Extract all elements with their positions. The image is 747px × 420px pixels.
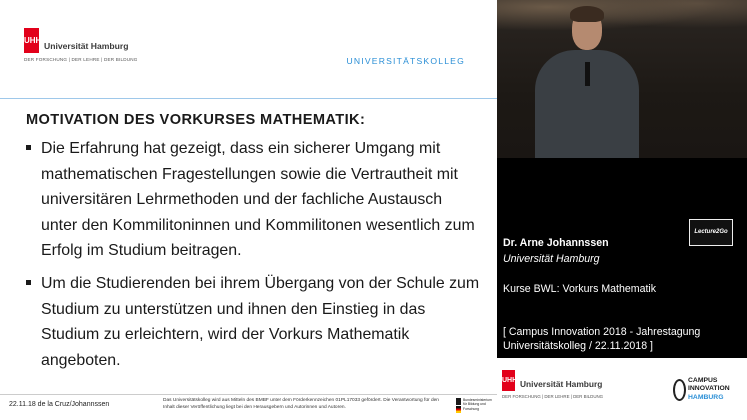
campus-innovation-logo [673,377,736,405]
kolleg-label: UNIVERSITÄTSKOLLEG [346,56,465,66]
bullet-text: Die Erfahrung hat gezeigt, dass ein sicherer Umgang mit mathematischen Fragestellungen sowie die Vertrautheit mit universitären Lehrmethoden und der fachliche Austausch unter den Kommilitoninnen und Kommilitonen wesentlich zum Erfolg im Studium beitragen. [41,140,475,260]
federal-eagle-icon [456,398,461,405]
slide-footer [0,394,497,420]
university-name: Universität Hamburg [44,41,129,51]
speaker-hair [570,6,604,22]
footer-authors: 22.11.18 de la Cruz/Johannssen [9,401,110,408]
lecture2go-badge: Lecture2Go [689,219,733,246]
campus-innovation-text [688,377,730,402]
university-tagline: DER FORSCHUNG | DER LEHRE | DER BILDUNG [24,57,138,62]
uhh-logo-mark: UHH [24,28,39,53]
footer-disclaimer: Das Universitätskolleg wird aus Mitteln des BMBF unter dem Förderkennzeichen 01PL17033 gefördert. Die Verantwortung für den Inhalt dieser Veröffentlichung liegt bei den Herausgebern und Autorinnen und Autoren. [163,398,439,410]
partner-logos [497,358,747,420]
info-panel [497,158,747,420]
event-line-1: [ Campus Innovation 2018 - Jahrestagung [503,326,701,338]
slide-title: MOTIVATION DES VORKURSES MATHEMATIK: [26,112,366,128]
ci-line-1: CAMPUS [688,377,718,384]
ministry-name: Bundesministerium für Bildung und Forschung [463,398,492,411]
ci-line-2: INNOVATION [688,385,730,393]
event-line-2: Universitätskolleg / 22.11.2018 ] [503,340,653,352]
speaker-name: Dr. Arne Johannssen [503,237,609,249]
university-tagline-small: DER FORSCHUNG | DER LEHRE | DER BILDUNG [502,394,604,399]
header-divider [0,98,497,99]
campus-innovation-icon [673,379,686,401]
ci-line-3: HAMBURG [688,393,724,401]
university-name-small: Universität Hamburg [520,379,603,389]
bmbf-logo [455,396,495,419]
stage-lights [497,0,747,35]
bullet-text: Um die Studierenden bei ihrem Übergang von der Schule zum Studium zu unterstützen und ihnen den Einstieg in das Studium zu erleichtern, wird der Vorkurs Mathematik angeboten. [41,274,480,369]
uhh-logo-mark-small: UHH [502,370,515,391]
bullet-list [26,136,481,380]
german-flag-icon [456,406,461,413]
speaker-video [497,0,747,158]
bullet-item [26,136,481,264]
course-title: Kurse BWL: Vorkurs Mathematik [503,283,657,295]
bullet-square-icon [26,280,31,285]
bullet-item [26,271,481,373]
bullet-square-icon [26,145,31,150]
microphone-icon [585,62,590,86]
speaker-affiliation: Universität Hamburg [503,253,600,265]
